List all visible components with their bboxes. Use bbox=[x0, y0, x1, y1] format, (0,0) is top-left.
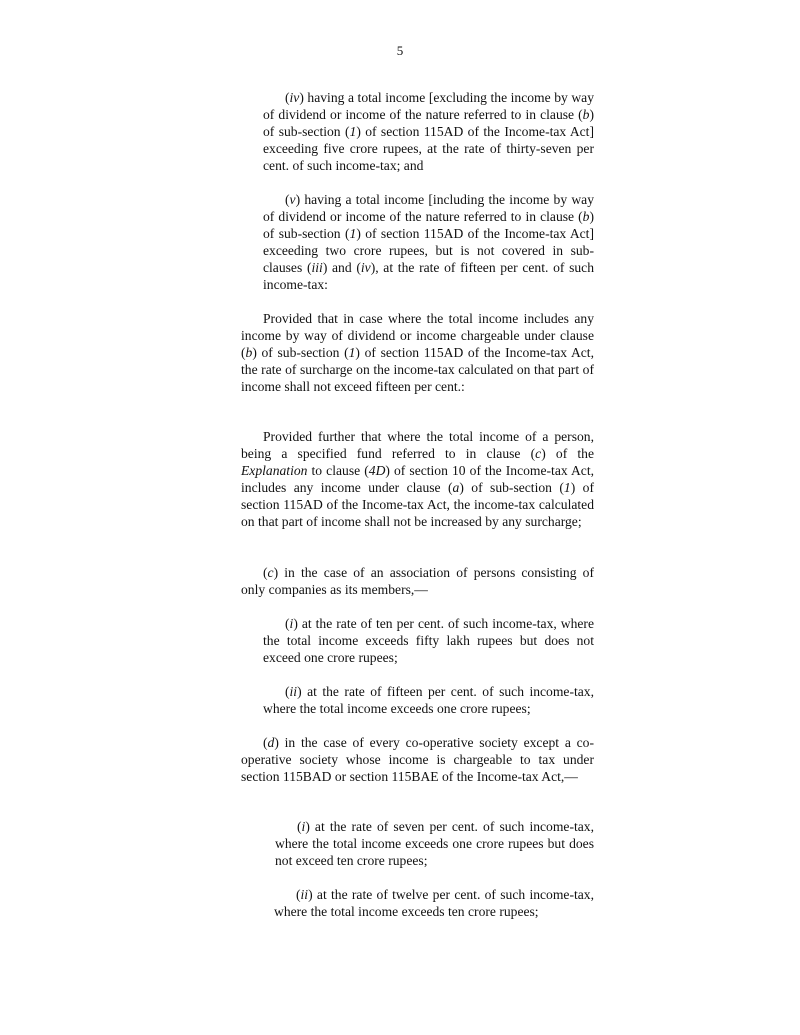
text-run: ( bbox=[263, 565, 268, 580]
proviso-first-text bbox=[241, 310, 594, 395]
sub-clause-iv-text bbox=[263, 89, 594, 174]
text-run: Provided that in case where the total income includes any income by way of dividend or income chargeable under clause ( bbox=[241, 311, 594, 360]
text-run: ) at the rate of ten per cent. of such income-tax, where the total income exceeds fifty lakh rupees but does not exceed one crore rupees; bbox=[263, 616, 594, 665]
italic-reference: iv bbox=[289, 90, 300, 105]
italic-reference: Explanation bbox=[241, 463, 308, 478]
text-run: ( bbox=[296, 887, 301, 902]
text-run: ) of section 115AD of the Income-tax Act] exceeding five crore rupees, at the rate of thirty-seven per cent. of such income-tax; and bbox=[263, 124, 594, 173]
italic-reference: 4D bbox=[368, 463, 386, 478]
italic-reference: c bbox=[535, 446, 542, 461]
text-run: ) having a total income [including the income by way of dividend or income of the nature referred to in clause ( bbox=[263, 192, 594, 224]
text-run: ) of sub-section ( bbox=[252, 345, 349, 360]
text-run: ) at the rate of twelve per cent. of such income-tax, where the total income exceeds ten crore rupees; bbox=[274, 887, 594, 919]
text-run: ( bbox=[285, 192, 290, 207]
text-run: ( bbox=[297, 819, 302, 834]
text-run: ( bbox=[285, 90, 290, 105]
text-run: to clause ( bbox=[307, 463, 369, 478]
italic-reference: 1 bbox=[349, 124, 357, 139]
text-run: ) of section 115AD of the Income-tax Act, the rate of surcharge on the income-tax calculated on that part of income shall not exceed fifteen per cent.: bbox=[241, 345, 594, 394]
text-run: ) of sub-section ( bbox=[263, 209, 594, 241]
text-run: ) and ( bbox=[322, 260, 361, 275]
text-run: ) of section 10 of the Income-tax Act, includes any income under clause ( bbox=[241, 463, 594, 495]
italic-reference: ii bbox=[289, 684, 298, 699]
italic-reference: ii bbox=[300, 887, 309, 902]
italic-reference: c bbox=[267, 565, 274, 580]
italic-reference: v bbox=[289, 192, 296, 207]
italic-reference: 1 bbox=[349, 226, 357, 241]
italic-reference: i bbox=[289, 616, 294, 631]
italic-reference: iii bbox=[311, 260, 323, 275]
italic-reference: i bbox=[301, 819, 306, 834]
clause-d-text bbox=[241, 734, 594, 785]
italic-reference: d bbox=[267, 735, 275, 750]
italic-reference: 1 bbox=[348, 345, 356, 360]
italic-reference: b bbox=[582, 209, 590, 224]
text-run: ) of sub-section ( bbox=[263, 107, 594, 139]
sub-clause-v-text bbox=[263, 191, 594, 293]
italic-reference: a bbox=[452, 480, 460, 495]
clause-c-sub-i-text bbox=[263, 615, 594, 666]
italic-reference: 1 bbox=[563, 480, 571, 495]
text-run: ) in the case of an association of persons consisting of only companies as its members,— bbox=[241, 565, 594, 597]
clause-d-sub-i-text bbox=[275, 818, 594, 869]
text-run: ) at the rate of seven per cent. of such income-tax, where the total income exceeds one crore rupees but does not exceed ten crore rupees; bbox=[275, 819, 594, 868]
italic-reference: iv bbox=[360, 260, 371, 275]
text-run: ( bbox=[285, 684, 290, 699]
text-run: ), at the rate of fifteen per cent. of such income-tax: bbox=[263, 260, 594, 292]
clause-d-sub-ii-text bbox=[274, 886, 594, 920]
text-run: ) of section 115AD of the Income-tax Act] exceeding two crore rupees, but is not covered in sub-clauses ( bbox=[263, 226, 594, 275]
page-number: 5 bbox=[396, 43, 404, 58]
text-run: ) of the bbox=[541, 446, 594, 461]
text-run: ) of sub-section ( bbox=[459, 480, 564, 495]
text-run: ( bbox=[285, 616, 290, 631]
clause-c-text bbox=[241, 564, 594, 598]
text-run: ) having a total income [excluding the income by way of dividend or income of the nature referred to in clause ( bbox=[263, 90, 594, 122]
text-run: ) in the case of every co-operative society except a co-operative society whose income is chargeable to tax under section 115BAD or section 115BAE of the Income-tax Act,— bbox=[241, 735, 594, 784]
italic-reference: b bbox=[582, 107, 590, 122]
text-run: ) at the rate of fifteen per cent. of such income-tax, where the total income exceeds one crore rupees; bbox=[263, 684, 594, 716]
text-run: Provided further that where the total income of a person, being a specified fund referred to in clause ( bbox=[241, 429, 594, 461]
proviso-further-text bbox=[241, 428, 594, 530]
clause-c-sub-ii-text bbox=[263, 683, 594, 717]
text-run: ) of section 115AD of the Income-tax Act, the income-tax calculated on that part of income shall not be increased by any surcharge; bbox=[241, 480, 594, 529]
italic-reference: b bbox=[245, 345, 253, 360]
text-run: ( bbox=[263, 735, 268, 750]
